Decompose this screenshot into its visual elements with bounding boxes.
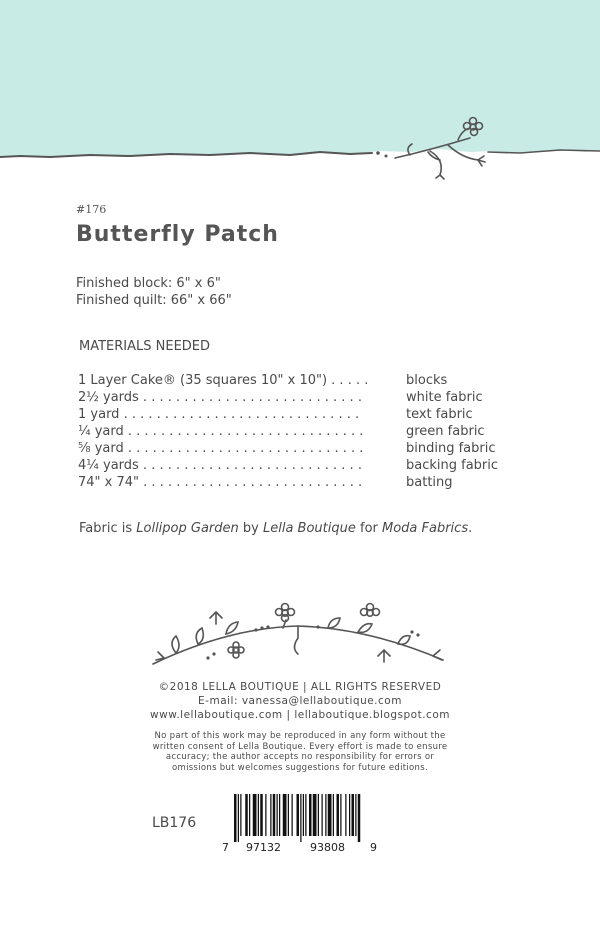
barcode-bar: [352, 794, 355, 836]
material-use: green fabric: [406, 424, 485, 439]
header-fill: [0, 0, 600, 157]
barcode-bar: [358, 794, 361, 842]
barcode-bar: [313, 794, 317, 836]
size-specs: [76, 275, 232, 309]
barcode-bar: [349, 794, 350, 836]
material-row: [78, 423, 518, 440]
barcode-bar: [300, 794, 301, 842]
barcode-bar: [345, 794, 346, 836]
header-illustration: [0, 0, 600, 185]
header-band: [0, 0, 600, 165]
material-quantity: 4¼ yards . . . . . . . . . . . . . . . . . . . . . . . . . . .: [78, 458, 362, 473]
material-quantity: 74" x 74" . . . . . . . . . . . . . . . . . . . . . . . . . . .: [78, 475, 363, 490]
material-use: text fabric: [406, 407, 473, 422]
barcode-digit: 93808: [310, 841, 345, 854]
disclaimer-line: omissions but welcomes suggestions for future editions.: [172, 762, 428, 773]
pattern-title: Butterfly Patch: [76, 222, 279, 247]
material-row: [78, 440, 518, 457]
barcode-bar: [288, 794, 289, 836]
barcode-bar: [283, 794, 287, 836]
barcode-bar: [333, 794, 334, 836]
barcode-bar: [303, 794, 304, 836]
barcode-bar: [297, 794, 300, 836]
barcode-bar: [245, 794, 248, 836]
email-line[interactable]: E-mail: vanessa@lellaboutique.com: [198, 695, 402, 707]
barcode-bar: [258, 794, 259, 836]
barcode-bar: [309, 794, 312, 836]
barcode-bar: [249, 794, 250, 836]
dot-icon: [376, 151, 380, 155]
material-quantity: ¼ yard . . . . . . . . . . . . . . . . . . . . . . . . . . . . .: [78, 424, 364, 439]
dot-icon: [385, 155, 388, 158]
disclaimer-line: No part of this work may be reproduced in any form without the: [154, 731, 446, 741]
barcode-bar: [322, 794, 323, 836]
material-use: blocks: [406, 373, 448, 388]
material-use: batting: [406, 475, 453, 490]
material-row: [78, 457, 518, 474]
barcode-bar: [273, 794, 276, 836]
material-row: [78, 389, 518, 406]
finished-quilt: Finished quilt: 66" x 66": [76, 293, 232, 308]
floral-vine-icon: [148, 598, 448, 674]
barcode-bar: [340, 794, 341, 836]
barcode-bar: [355, 794, 356, 836]
barcode-bar: [318, 794, 319, 836]
fabric-note-suffix: .: [468, 521, 473, 536]
disclaimer-line: written consent of Lella Boutique. Every effort is made to ensure: [152, 741, 448, 752]
copyright-line: ©2018 LELLA BOUTIQUE | ALL RIGHTS RESERVED: [158, 681, 442, 693]
material-row: [78, 474, 518, 491]
barcode-bar: [328, 794, 332, 836]
barcode: [222, 794, 392, 858]
barcode-digit: 7: [222, 841, 229, 854]
material-quantity: 2½ yards . . . . . . . . . . . . . . . . . . . . . . . . . . .: [78, 390, 362, 405]
material-use: white fabric: [406, 390, 483, 405]
barcode-bar: [238, 794, 239, 842]
fabric-manufacturer: Moda Fabrics: [382, 521, 469, 536]
websites-line[interactable]: www.lellaboutique.com | lellaboutique.blogspot.com: [150, 709, 450, 721]
fabric-note-prefix: Fabric is: [79, 521, 137, 536]
fabric-collection: Lollipop Garden: [136, 521, 239, 536]
pattern-number: #176: [76, 203, 107, 216]
materials-list: [78, 372, 518, 491]
finished-block: Finished block: 6" x 6": [76, 276, 221, 291]
material-use: binding fabric: [406, 441, 496, 456]
disclaimer: [0, 731, 600, 773]
barcode-bar: [277, 794, 278, 836]
fabric-note-by: by: [238, 521, 263, 536]
barcode-bar: [270, 794, 271, 836]
material-row: [78, 372, 518, 389]
product-sku: LB176: [152, 815, 197, 831]
material-row: [78, 406, 518, 423]
barcode-bar: [234, 794, 237, 842]
barcode-digit: 9: [370, 841, 377, 854]
barcode-bar: [305, 794, 306, 836]
barcode-bar: [337, 794, 340, 836]
material-quantity: 1 Layer Cake® (35 squares 10" x 10") . . . . .: [78, 373, 369, 388]
materials-heading: MATERIALS NEEDED: [79, 339, 211, 354]
fabric-note-for: for: [355, 521, 382, 536]
barcode-bars: [222, 794, 392, 842]
barcode-bar: [260, 794, 263, 836]
fabric-designer: Lella Boutique: [262, 521, 356, 536]
material-quantity: 1 yard . . . . . . . . . . . . . . . . . . . . . . . . . . . . .: [78, 407, 360, 422]
disclaimer-line: accuracy; the author accepts no responsibility for errors or: [165, 752, 435, 762]
material-use: backing fabric: [406, 458, 499, 473]
contact-block: [0, 680, 600, 722]
barcode-bar: [265, 794, 266, 836]
barcode-digit: 97132: [246, 841, 281, 854]
barcode-bar: [325, 794, 326, 836]
material-quantity: ⅝ yard . . . . . . . . . . . . . . . . . . . . . . . . . . . . .: [78, 441, 364, 456]
barcode-bar: [279, 794, 280, 836]
barcode-bar: [253, 794, 257, 836]
fabric-note: [79, 521, 472, 536]
barcode-bar: [240, 794, 241, 836]
barcode-bar: [292, 794, 293, 836]
